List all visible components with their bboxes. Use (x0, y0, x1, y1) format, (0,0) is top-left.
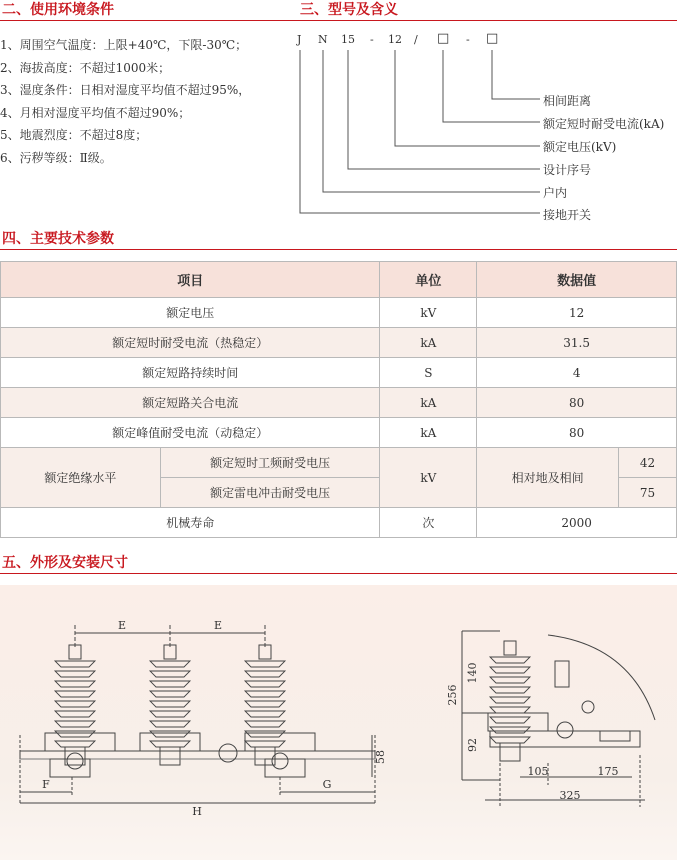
row-item: 额定电压 (1, 298, 380, 328)
header-unit: 单位 (380, 262, 477, 298)
dim-92: 92 (466, 738, 479, 752)
dim-256: 256 (446, 684, 459, 706)
model-code-slash: / (414, 33, 418, 46)
row-unit: 次 (380, 508, 477, 538)
model-meaning-spacing: 相间距离 (543, 94, 592, 108)
model-meaning-voltage: 额定电压(kV) (543, 140, 617, 154)
insulation-group: 额定绝缘水平 (1, 448, 161, 508)
condition-item: 4、月相对湿度平均值不超过90%； (0, 105, 191, 120)
row-value: 31.5 (477, 328, 677, 358)
section-title-dims: 五、外形及安装尺寸 (2, 555, 128, 571)
condition-item: 1、周围空气温度：上限+40℃，下限-30℃； (0, 38, 248, 52)
condition-item: 6、污秽等级：Ⅱ级。 (0, 150, 112, 165)
model-code-12: 12 (388, 33, 402, 46)
model-code-J: J (297, 33, 302, 46)
section-rule (0, 249, 677, 250)
table-row (1, 508, 677, 538)
dim-105: 105 (527, 765, 549, 778)
condition-item: 3、湿度条件：日相对湿度平均值不超过95%， (0, 83, 251, 97)
installation-drawing (0, 585, 677, 860)
header-value: 数据值 (477, 262, 677, 298)
row-item: 额定短路持续时间 (1, 358, 380, 388)
model-code-dash2: - (466, 33, 470, 46)
insulation-sub1: 额定短时工频耐受电压 (160, 448, 380, 478)
model-meaning-earthing: 接地开关 (543, 208, 592, 222)
table-row (1, 418, 677, 448)
model-meaning-design: 设计序号 (543, 163, 592, 177)
row-item: 额定峰值耐受电流（动稳定） (1, 418, 380, 448)
dim-E1: E (117, 619, 127, 632)
insulation-desc: 相对地及相间 (477, 448, 619, 508)
dim-175: 175 (597, 765, 619, 778)
condition-item: 2、海拔高度：不超过1000米； (0, 60, 171, 75)
model-code-box-spacing: □ (486, 31, 499, 46)
row-item: 额定短路关合电流 (1, 388, 380, 418)
table-row (1, 388, 677, 418)
table-row (1, 298, 677, 328)
dim-H: H (192, 805, 202, 818)
insulation-v2: 75 (619, 478, 677, 508)
drawing-panel (0, 585, 677, 860)
row-unit: S (380, 358, 477, 388)
row-unit: kA (380, 388, 477, 418)
table-row-insulation-1 (1, 448, 677, 478)
row-item: 额定短时耐受电流（热稳定） (1, 328, 380, 358)
row-unit: kA (380, 328, 477, 358)
model-meaning-indoor: 户内 (543, 186, 568, 200)
row-value: 4 (477, 358, 677, 388)
dim-G: G (322, 778, 332, 791)
header-item: 项目 (1, 262, 380, 298)
spec-table (0, 261, 677, 538)
side-view (462, 631, 655, 807)
row-unit: kV (380, 298, 477, 328)
insulation-v1: 42 (619, 448, 677, 478)
row-value: 2000 (477, 508, 677, 538)
dim-F: F (42, 778, 50, 791)
row-value: 80 (477, 418, 677, 448)
table-row (1, 328, 677, 358)
row-unit: kA (380, 418, 477, 448)
condition-item: 5、地震烈度：不超过8度； (0, 128, 148, 142)
model-code-15: 15 (341, 33, 355, 46)
dim-E2: E (213, 619, 223, 632)
insulation-unit: kV (380, 448, 477, 508)
insulation-sub2: 额定雷电冲击耐受电压 (160, 478, 380, 508)
row-value: 12 (477, 298, 677, 328)
section-title-params: 四、主要技术参数 (2, 231, 114, 247)
dim-58: 58 (374, 750, 387, 764)
row-value: 80 (477, 388, 677, 418)
row-item: 机械寿命 (1, 508, 380, 538)
model-meaning-current: 额定短时耐受电流(kA) (543, 117, 665, 131)
model-code-box-current: □ (437, 31, 450, 46)
dim-325: 325 (559, 789, 581, 802)
section-title-conditions: 二、使用环境条件 (2, 2, 114, 18)
section-title-model: 三、型号及含义 (300, 2, 398, 18)
table-header-row (1, 262, 677, 298)
model-code-dash: - (370, 33, 374, 46)
dim-140: 140 (466, 662, 479, 684)
table-row (1, 358, 677, 388)
section-rule (0, 573, 677, 574)
model-code-N: N (318, 33, 328, 46)
